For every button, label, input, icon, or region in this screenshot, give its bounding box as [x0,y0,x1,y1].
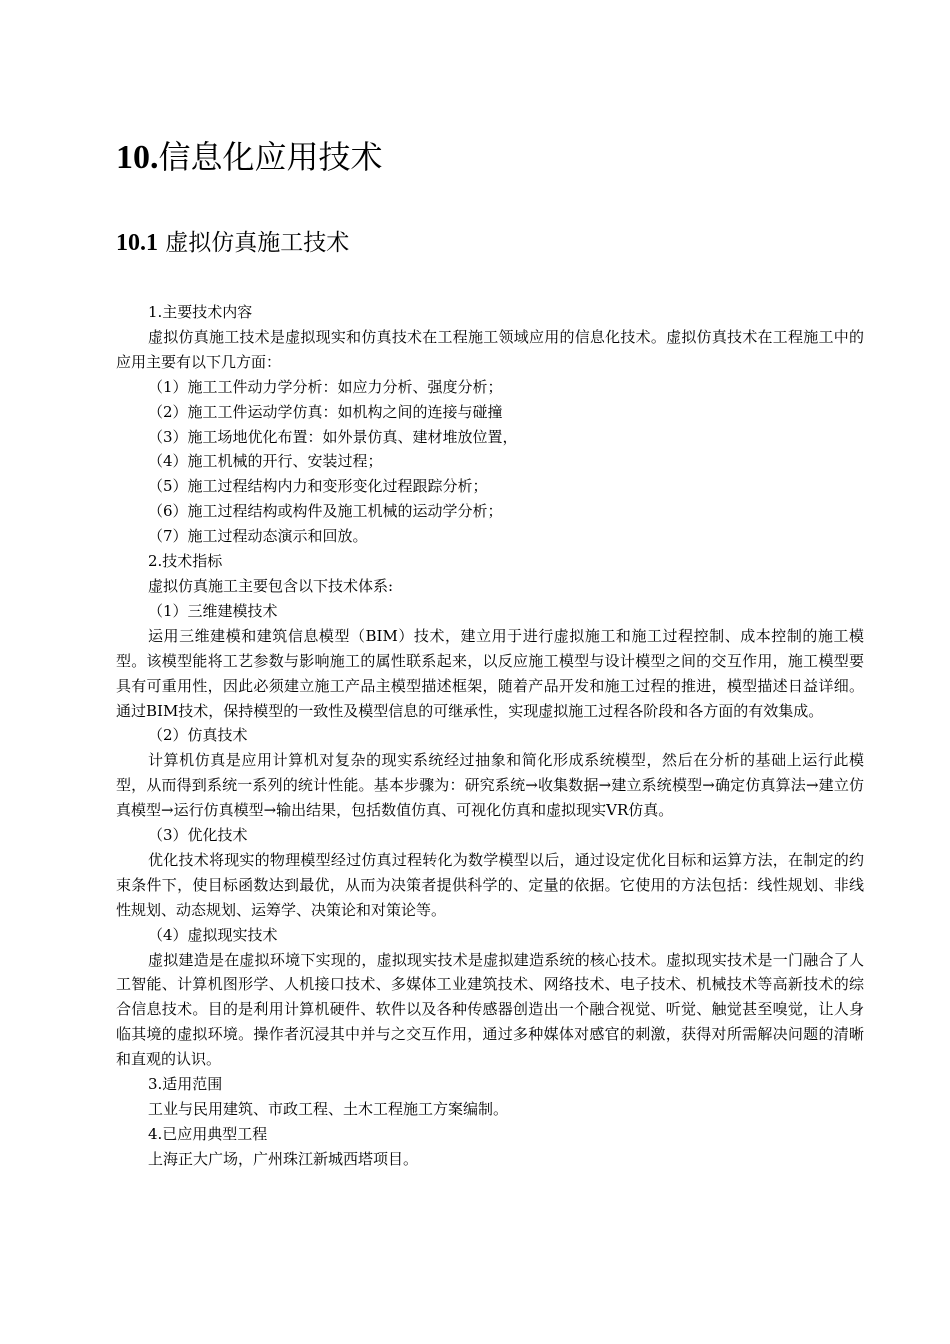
list-item: （3）施工场地优化布置：如外景仿真、建材堆放位置， [148,427,518,446]
heading-scope: 3.适用范围 [148,1075,223,1094]
section-title [116,225,349,261]
paragraph-3d-modeling: 运用三维建模和建筑信息模型（BIM）技术，建立用于进行虚拟施工和施工过程控制、成本控制的施工模型。该模型能将工艺参数与影响施工的属性联系起来，以反应施工模型与设计模型之间的交互作用，施工模型要具有可重用性，因此必须建立施工产品主模型描述框架，随着产品开发和施工过程的推进，模型描述日益详细。通过BIM技术，保持模型的一致性及模型信息的可继承性，实现虚拟施工过程各阶段和各方面的有效集成。 [116,626,864,720]
paragraph-virtual-reality: 虚拟建造是在虚拟环境下实现的，虚拟现实技术是虚拟建造系统的核心技术。虚拟现实技术是一门融合了人工智能、计算机图形学、人机接口技术、多媒体工业建筑技术、网络技术、电子技术、机械技术等高新技术的综合信息技术。目的是利用计算机硬件、软件以及各种传感器创造出一个融合视觉、听觉、触觉甚至嗅觉，让人身临其境的虚拟环境。操作者沉浸其中并与之交互作用，通过多种媒体对感官的刺激，获得对所需解决问题的清晰和直观的认识。 [116,950,864,1069]
section-title-text: 虚拟仿真施工技术 [158,230,350,256]
chapter-title [116,133,383,182]
subheading-simulation: （2）仿真技术 [148,726,248,745]
list-item: （7）施工过程动态演示和回放。 [148,527,368,546]
paragraph-index-intro: 虚拟仿真施工主要包含以下技术体系: [148,576,394,595]
paragraph-cases: 上海正大广场，广州珠江新城西塔项目。 [148,1149,419,1168]
heading-cases: 4.已应用典型工程 [148,1124,268,1143]
list-item: （5）施工过程结构内力和变形变化过程跟踪分析； [148,477,488,496]
chapter-title-text: 信息化应用技术 [158,138,383,176]
paragraph-simulation: 计算机仿真是应用计算机对复杂的现实系统经过抽象和简化形成系统模型，然后在分析的基础上运行此模型，从而得到系统一系列的统计性能。基本步骤为：研究系统→收集数据→建立系统模型→确定仿真算法→建立仿真模型→运行仿真模型→输出结果，包括数值仿真、可视化仿真和虚拟现实VR仿真。 [116,751,864,820]
heading-main-content: 1.主要技术内容 [148,303,253,321]
list-item: （6）施工过程结构或构件及施工机械的运动学分析； [148,502,503,521]
section-number: 10.1 [116,230,158,256]
subheading-optimization: （3）优化技术 [148,826,248,845]
paragraph-intro: 虚拟仿真施工技术是虚拟现实和仿真技术在工程施工领域应用的信息化技术。虚拟仿真技术在工程施工中的应用主要有以下几方面： [116,327,864,371]
heading-tech-index: 2.技术指标 [148,552,223,571]
list-item: （4）施工机械的开行、安装过程； [148,452,383,471]
paragraph-optimization: 优化技术将现实的物理模型经过仿真过程转化为数学模型以后，通过设定优化目标和运算方法，在制定的约束条件下，使目标函数达到最优，从而为决策者提供科学的、定量的依据。它使用的方法包括：线性规划、非线性规划、动态规划、运筹学、决策论和对策论等。 [116,850,864,919]
section-body [116,300,864,1172]
subheading-3d-modeling: （1）三维建模技术 [148,601,278,620]
list-item: （1）施工工件动力学分析：如应力分析、强度分析； [148,377,503,396]
chapter-number: 10. [116,139,159,176]
list-item: （2）施工工件运动学仿真：如机构之间的连接与碰撞 [148,402,503,421]
subheading-virtual-reality: （4）虚拟现实技术 [148,925,278,944]
paragraph-scope: 工业与民用建筑、市政工程、土木工程施工方案编制。 [148,1100,509,1118]
